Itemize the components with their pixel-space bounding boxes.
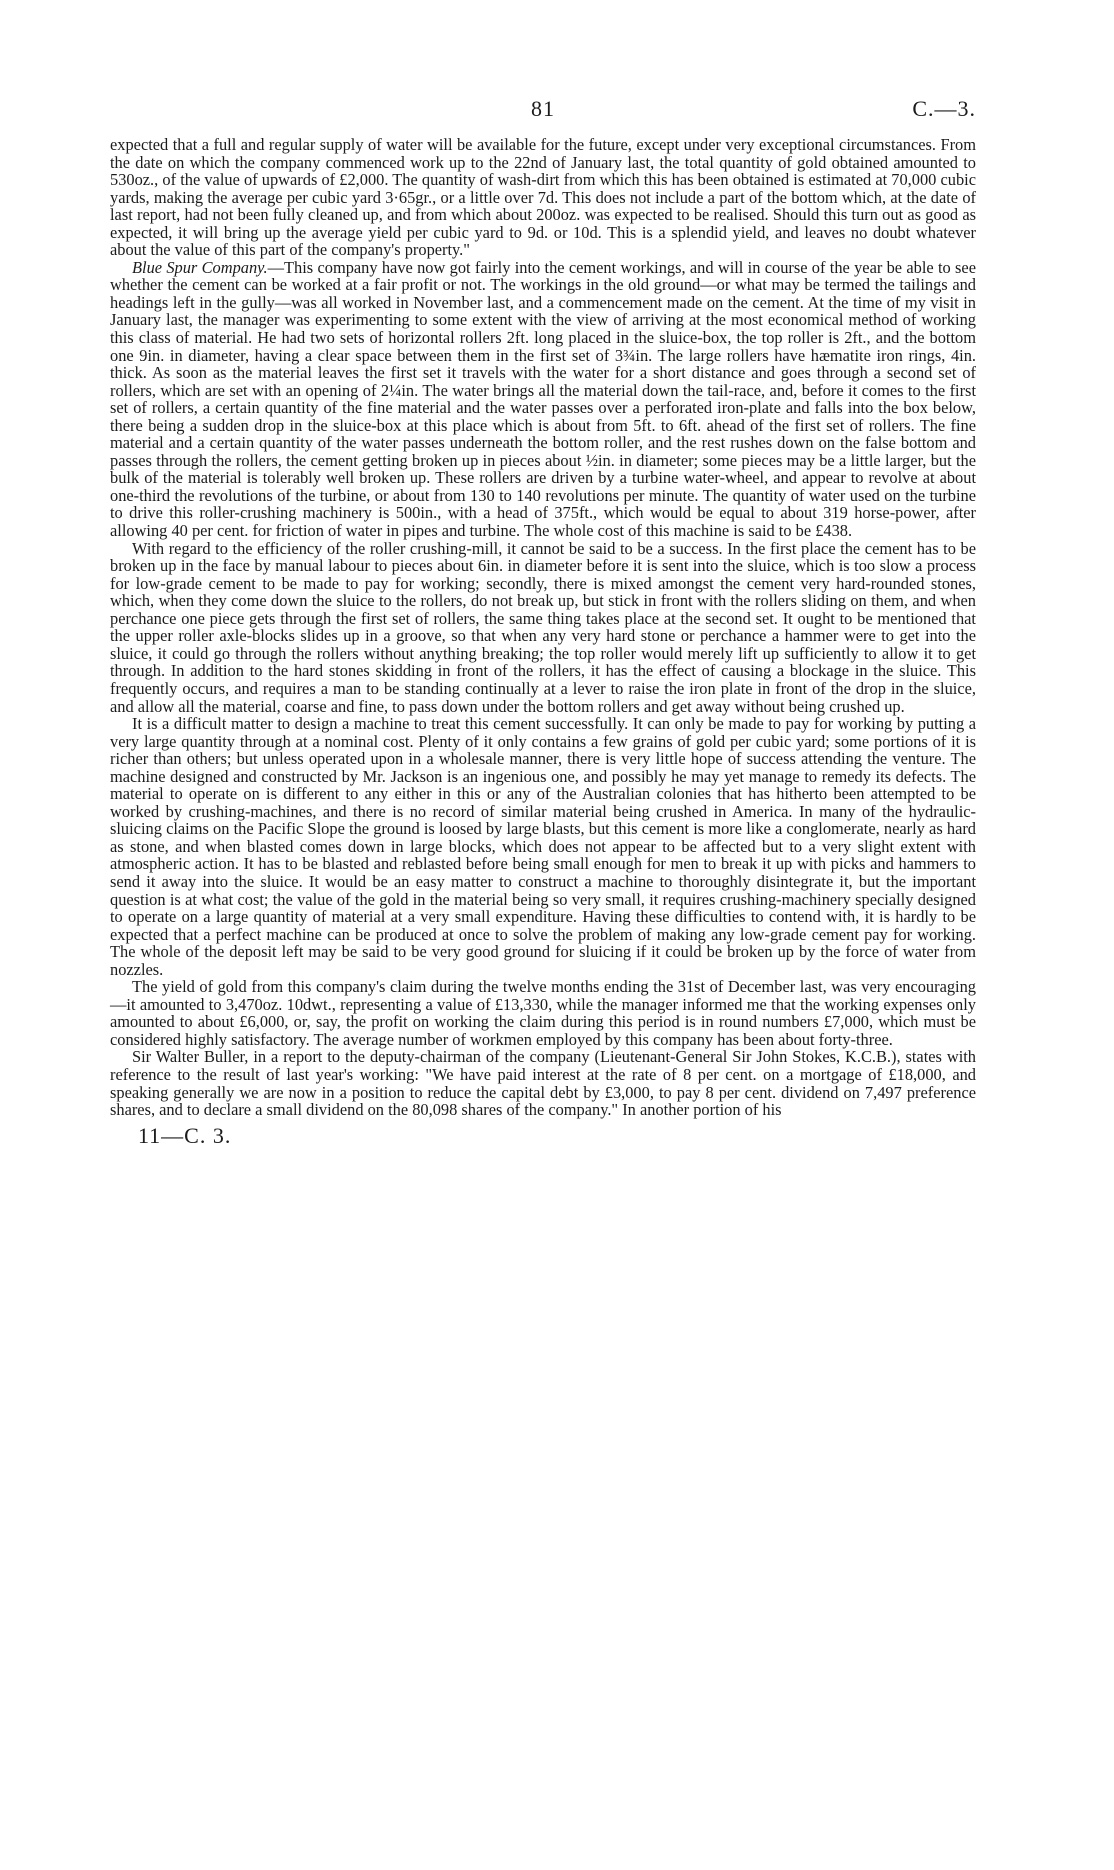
page-number: 81 bbox=[531, 96, 555, 121]
paragraph-continuation: expected that a full and regular supply of water will be available for the future, except under very exceptional circumstances. From the date on which the company commenced work up to the 22nd of January last, the total quantity of gold obtained amounted to 530oz., of the value of upwards of £2,000. The quantity of wash-dirt from which this has been obtained is estimated at 70,000 cubic yards, making the average per cubic yard 3·65gr., or a little over 7d. This does not include a part of the bottom which, at the date of last report, had not been fully cleaned up, and from which about 200oz. was expected to be realised. Should this turn out as good as expected, it will bring up the average yield per cubic yard to 9d. or 10d. This is a splendid yield, and leaves no doubt whatever about the value of this part of the company's property." bbox=[110, 135, 976, 260]
document-page bbox=[110, 96, 976, 1149]
paragraph-buller-report: Sir Walter Buller, in a report to the deputy-chairman of the company (Lieutenant-General Sir John Stokes, K.C.B.), states with reference to the result of last year's working: "We have paid interest at the rate of 8 per cent. on a mortgage of £18,000, and speaking generally we are now in a position to reduce the capital debt by £3,000, to pay 8 per cent. dividend on 7,497 preference shares, and to declare a small dividend on the 80,098 shares of the company." In another portion of his bbox=[110, 1047, 976, 1120]
paragraph-text: —This company have now got fairly into the cement workings, and will in course of the year be able to see whether the cement can be worked at a fair profit or not. The workings in the old ground—or what may be termed the tailings and headings left in the gully—was all worked in November last, and a commencement made on the cement. At the time of my visit in January last, the manager was experimenting to some extent with the view of arriving at the most economical method of working this class of material. He had two sets of horizontal rollers 2ft. long placed in the sluice-box, the top roller is 2ft., and the bottom one 9in. in diameter, having a clear space between them in the first set of 3¾in. The large rollers have hæmatite iron rings, 4in. thick. As soon as the material leaves the first set it travels with the water for a short distance and goes through a second set of rollers, which are set with an opening of 2¼in. The water brings all the material down the tail-race, and, before it comes to the first set of rollers, a certain quantity of the fine material and the water passes over a perforated iron-plate and falls into the box below, there being a sudden drop in the sluice-box at this place which is about from 5ft. to 6ft. ahead of the first set of rollers. The fine material and a certain quantity of the water passes underneath the bottom roller, and the rest rushes down on the false bottom and passes through the rollers, the cement getting broken up in pieces about ½in. in diameter; some pieces may be a little larger, but the bulk of the material is tolerably well broken up. These rollers are driven by a turbine water-wheel, and appear to revolve at about one-third the revolutions of the turbine, or about from 130 to 140 revolutions per minute. The quantity of water used on the turbine to drive this roller-crushing machinery is 500in., with a head of 375ft., which would be equal to about 319 horse-power, after allowing 40 per cent. for friction of water in pipes and turbine. The whole cost of this machine is said to be £438. bbox=[110, 257, 976, 541]
paragraph-machine-design: It is a difficult matter to design a machine to treat this cement successfully. It can only be made to pay for working by putting a very large quantity through at a nominal cost. Plenty of it only contains a few grains of gold per cubic yard; some portions of it is richer than others; but unless operated upon in a wholesale manner, there is very little hope of success attending the venture. The machine designed and constructed by Mr. Jackson is an ingenious one, and possibly he may yet manage to remedy its defects. The material to operate on is different to any either in this or any of the Australian colonies that has hitherto been attempted to be worked by crushing-machines, and there is no record of similar material being crushed in America. In many of the hydraulic-sluicing claims on the Pacific Slope the ground is loosed by large blasts, but this cement is more like a conglomerate, nearly as hard as stone, and when blasted comes down in large blocks, which does not appear to be affected but to a very slight extent with atmospheric action. It has to be blasted and reblasted before being small enough for men to break it up with picks and hammers to send it away into the sluice. It would be an easy matter to construct a machine to thoroughly disintegrate it, but the important question is at what cost; the value of the gold in the material being so very small, it requires crushing-machinery specially designed to operate on a large quantity of material at a very small expenditure. Having these difficulties to contend with, it is hardly to be expected that a perfect machine can be produced at once to solve the problem of making any low-grade cement pay for working. The whole of the deposit left may be said to be very good ground for sluicing if it could be broken up by the force of water from nozzles. bbox=[110, 714, 976, 979]
paragraph-yield: The yield of gold from this company's claim during the twelve months ending the 31st of December last, was very encouraging—it amounted to 3,470oz. 10dwt., representing a value of £13,330, while the manager informed me that the working expenses only amounted to about £6,000, or, say, the profit on working the claim during this period is in round numbers £7,000, which must be considered highly satisfactory. The average number of workmen employed by this company has been about forty-three. bbox=[110, 977, 976, 1049]
paragraph-blue-spur bbox=[110, 259, 976, 540]
signature-mark: 11—C. 3. bbox=[138, 1122, 232, 1148]
company-name: Blue Spur Company. bbox=[132, 257, 268, 277]
body-text bbox=[110, 136, 976, 1119]
paragraph-roller-efficiency: With regard to the efficiency of the roller crushing-mill, it cannot be said to be a success. In the first place the cement has to be broken up in the face by manual labour to pieces about 6in. in diameter before it is sent into the sluice, which is too slow a process for low-grade cement to be made to pay for working; secondly, there is mixed amongst the cement very hard-rounded stones, which, when they come down the sluice to the rollers, do not break up, but stick in front with the rollers sliding on them, and when perchance one piece gets through the first set of rollers, the same thing takes place at the second set. It ought to be mentioned that the upper roller axle-blocks slides up in a groove, so that when any very hard stone or perchance a hammer were to get into the sluice, it could go through the rollers without anything breaking; the top roller would merely lift up sufficiently to allow it to get through. In addition to the hard stones skidding in front of the rollers, it has the effect of causing a blockage in the sluice. This frequently occurs, and requires a man to be standing continually at a lever to raise the iron plate in front of the drop in the sluice, and allow all the material, coarse and fine, to pass down under the bottom rollers and get away without being crushed up. bbox=[110, 538, 976, 716]
page-header bbox=[110, 96, 976, 136]
document-reference: C.—3. bbox=[912, 96, 976, 121]
